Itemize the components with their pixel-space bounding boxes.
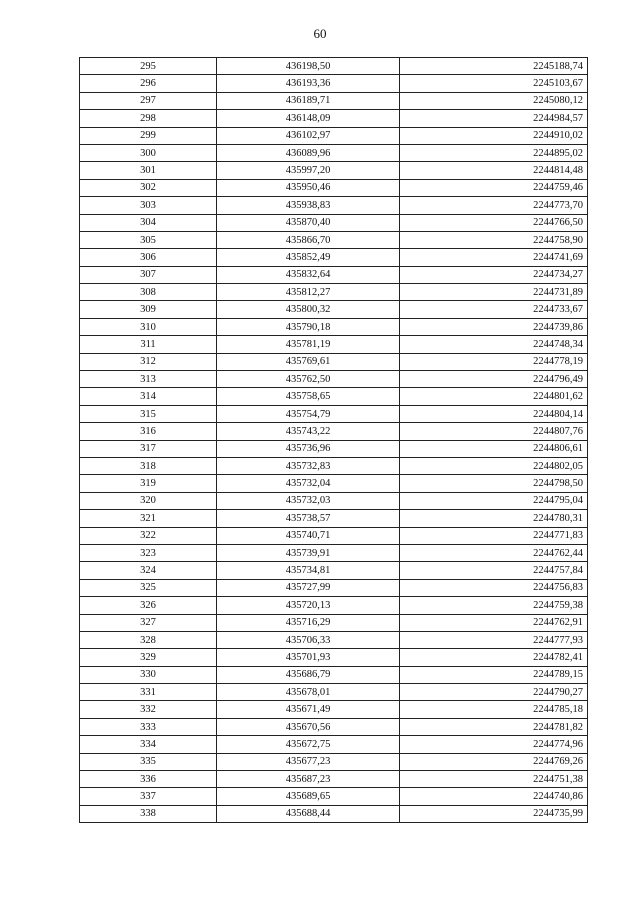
x-coordinate-cell: 435686,79 [217, 666, 400, 683]
point-number-cell: 327 [80, 614, 217, 631]
point-number-cell: 304 [80, 214, 217, 231]
x-coordinate-cell: 435701,93 [217, 649, 400, 666]
y-coordinate-cell: 2244759,38 [400, 597, 588, 614]
point-number-cell: 309 [80, 301, 217, 318]
y-coordinate-cell: 2244758,90 [400, 231, 588, 248]
x-coordinate-cell: 435938,83 [217, 197, 400, 214]
y-coordinate-cell: 2244778,19 [400, 353, 588, 370]
point-number-cell: 300 [80, 144, 217, 161]
x-coordinate-cell: 435672,75 [217, 736, 400, 753]
table-row [80, 301, 588, 318]
table-row [80, 266, 588, 283]
x-coordinate-cell: 435736,96 [217, 440, 400, 457]
table-row [80, 423, 588, 440]
table-row [80, 475, 588, 492]
x-coordinate-cell: 435671,49 [217, 701, 400, 718]
y-coordinate-cell: 2244762,44 [400, 544, 588, 561]
y-coordinate-cell: 2244790,27 [400, 684, 588, 701]
point-number-cell: 307 [80, 266, 217, 283]
y-coordinate-cell: 2244796,49 [400, 371, 588, 388]
y-coordinate-cell: 2244804,14 [400, 405, 588, 422]
table-row [80, 405, 588, 422]
point-number-cell: 302 [80, 179, 217, 196]
table-row [80, 197, 588, 214]
x-coordinate-cell: 435716,29 [217, 614, 400, 631]
x-coordinate-cell: 435677,23 [217, 753, 400, 770]
point-number-cell: 313 [80, 371, 217, 388]
y-coordinate-cell: 2244782,41 [400, 649, 588, 666]
table-row [80, 701, 588, 718]
point-number-cell: 297 [80, 92, 217, 109]
point-number-cell: 298 [80, 110, 217, 127]
point-number-cell: 315 [80, 405, 217, 422]
point-number-cell: 296 [80, 75, 217, 92]
table-row [80, 579, 588, 596]
point-number-cell: 333 [80, 718, 217, 735]
y-coordinate-cell: 2244814,48 [400, 162, 588, 179]
point-number-cell: 330 [80, 666, 217, 683]
x-coordinate-cell: 435800,32 [217, 301, 400, 318]
x-coordinate-cell: 435706,33 [217, 631, 400, 648]
table-row [80, 562, 588, 579]
x-coordinate-cell: 435678,01 [217, 684, 400, 701]
point-number-cell: 318 [80, 457, 217, 474]
x-coordinate-cell: 436198,50 [217, 58, 400, 75]
x-coordinate-cell: 435762,50 [217, 371, 400, 388]
x-coordinate-cell: 436189,71 [217, 92, 400, 109]
x-coordinate-cell: 435743,22 [217, 423, 400, 440]
x-coordinate-cell: 435812,27 [217, 284, 400, 301]
point-number-cell: 332 [80, 701, 217, 718]
y-coordinate-cell: 2244785,18 [400, 701, 588, 718]
table-row [80, 649, 588, 666]
y-coordinate-cell: 2244789,15 [400, 666, 588, 683]
point-number-cell: 338 [80, 805, 217, 822]
table-row [80, 457, 588, 474]
x-coordinate-cell: 435727,99 [217, 579, 400, 596]
point-number-cell: 301 [80, 162, 217, 179]
y-coordinate-cell: 2244806,61 [400, 440, 588, 457]
y-coordinate-cell: 2244781,82 [400, 718, 588, 735]
y-coordinate-cell: 2244774,96 [400, 736, 588, 753]
x-coordinate-cell: 435738,57 [217, 510, 400, 527]
y-coordinate-cell: 2244984,57 [400, 110, 588, 127]
x-coordinate-cell: 435866,70 [217, 231, 400, 248]
y-coordinate-cell: 2244807,76 [400, 423, 588, 440]
point-number-cell: 299 [80, 127, 217, 144]
point-number-cell: 316 [80, 423, 217, 440]
point-number-cell: 320 [80, 492, 217, 509]
y-coordinate-cell: 2244739,86 [400, 318, 588, 335]
page-number: 60 [313, 26, 327, 41]
y-coordinate-cell: 2244756,83 [400, 579, 588, 596]
x-coordinate-cell: 435758,65 [217, 388, 400, 405]
point-number-cell: 323 [80, 544, 217, 561]
point-number-cell: 336 [80, 771, 217, 788]
table-row [80, 771, 588, 788]
point-number-cell: 319 [80, 475, 217, 492]
x-coordinate-cell: 436102,97 [217, 127, 400, 144]
y-coordinate-cell: 2244741,69 [400, 249, 588, 266]
point-number-cell: 328 [80, 631, 217, 648]
table-row [80, 110, 588, 127]
table-row [80, 371, 588, 388]
table-row [80, 214, 588, 231]
table-row [80, 179, 588, 196]
x-coordinate-cell: 435769,61 [217, 353, 400, 370]
point-number-cell: 322 [80, 527, 217, 544]
y-coordinate-cell: 2244762,91 [400, 614, 588, 631]
y-coordinate-cell: 2244777,93 [400, 631, 588, 648]
y-coordinate-cell: 2244769,26 [400, 753, 588, 770]
y-coordinate-cell: 2244795,04 [400, 492, 588, 509]
x-coordinate-cell: 435734,81 [217, 562, 400, 579]
table-row [80, 684, 588, 701]
x-coordinate-cell: 435997,20 [217, 162, 400, 179]
x-coordinate-cell: 435732,03 [217, 492, 400, 509]
table-row [80, 597, 588, 614]
table-row [80, 231, 588, 248]
point-number-cell: 310 [80, 318, 217, 335]
point-number-cell: 331 [80, 684, 217, 701]
y-coordinate-cell: 2244759,46 [400, 179, 588, 196]
table-row [80, 249, 588, 266]
x-coordinate-cell: 435732,04 [217, 475, 400, 492]
y-coordinate-cell: 2244802,05 [400, 457, 588, 474]
table-row [80, 440, 588, 457]
x-coordinate-cell: 435832,64 [217, 266, 400, 283]
point-number-cell: 303 [80, 197, 217, 214]
y-coordinate-cell: 2244740,86 [400, 788, 588, 805]
table-row [80, 736, 588, 753]
point-number-cell: 329 [80, 649, 217, 666]
point-number-cell: 308 [80, 284, 217, 301]
x-coordinate-cell: 435870,40 [217, 214, 400, 231]
x-coordinate-cell: 435852,49 [217, 249, 400, 266]
y-coordinate-cell: 2244780,31 [400, 510, 588, 527]
table-row [80, 336, 588, 353]
x-coordinate-cell: 435950,46 [217, 179, 400, 196]
point-number-cell: 325 [80, 579, 217, 596]
point-number-cell: 326 [80, 597, 217, 614]
table-row [80, 92, 588, 109]
point-number-cell: 305 [80, 231, 217, 248]
coordinates-table [79, 57, 588, 823]
y-coordinate-cell: 2244734,27 [400, 266, 588, 283]
y-coordinate-cell: 2244771,83 [400, 527, 588, 544]
y-coordinate-cell: 2244735,99 [400, 805, 588, 822]
table-row [80, 144, 588, 161]
point-number-cell: 317 [80, 440, 217, 457]
point-number-cell: 306 [80, 249, 217, 266]
y-coordinate-cell: 2244773,70 [400, 197, 588, 214]
table-row [80, 544, 588, 561]
y-coordinate-cell: 2244798,50 [400, 475, 588, 492]
x-coordinate-cell: 435739,91 [217, 544, 400, 561]
table-row [80, 388, 588, 405]
y-coordinate-cell: 2244751,38 [400, 771, 588, 788]
table-row [80, 492, 588, 509]
table-row [80, 666, 588, 683]
y-coordinate-cell: 2244733,67 [400, 301, 588, 318]
table-row [80, 527, 588, 544]
y-coordinate-cell: 2245103,67 [400, 75, 588, 92]
x-coordinate-cell: 435670,56 [217, 718, 400, 735]
x-coordinate-cell: 436089,96 [217, 144, 400, 161]
y-coordinate-cell: 2244766,50 [400, 214, 588, 231]
table-row [80, 753, 588, 770]
table-row [80, 58, 588, 75]
x-coordinate-cell: 435790,18 [217, 318, 400, 335]
table-row [80, 75, 588, 92]
y-coordinate-cell: 2244910,02 [400, 127, 588, 144]
table-row [80, 718, 588, 735]
y-coordinate-cell: 2245188,74 [400, 58, 588, 75]
y-coordinate-cell: 2244731,89 [400, 284, 588, 301]
x-coordinate-cell: 435732,83 [217, 457, 400, 474]
table-row [80, 631, 588, 648]
point-number-cell: 321 [80, 510, 217, 527]
table-row [80, 353, 588, 370]
point-number-cell: 337 [80, 788, 217, 805]
x-coordinate-cell: 435687,23 [217, 771, 400, 788]
x-coordinate-cell: 436193,36 [217, 75, 400, 92]
table-row [80, 788, 588, 805]
table-row [80, 614, 588, 631]
x-coordinate-cell: 435689,65 [217, 788, 400, 805]
point-number-cell: 312 [80, 353, 217, 370]
point-number-cell: 295 [80, 58, 217, 75]
y-coordinate-cell: 2244801,62 [400, 388, 588, 405]
point-number-cell: 334 [80, 736, 217, 753]
point-number-cell: 324 [80, 562, 217, 579]
point-number-cell: 314 [80, 388, 217, 405]
point-number-cell: 311 [80, 336, 217, 353]
y-coordinate-cell: 2245080,12 [400, 92, 588, 109]
y-coordinate-cell: 2244895,02 [400, 144, 588, 161]
table-row [80, 318, 588, 335]
x-coordinate-cell: 435720,13 [217, 597, 400, 614]
coordinates-table-body [80, 58, 588, 823]
x-coordinate-cell: 435781,19 [217, 336, 400, 353]
x-coordinate-cell: 435688,44 [217, 805, 400, 822]
point-number-cell: 335 [80, 753, 217, 770]
table-row [80, 805, 588, 822]
y-coordinate-cell: 2244757,84 [400, 562, 588, 579]
table-row [80, 127, 588, 144]
table-row [80, 510, 588, 527]
x-coordinate-cell: 436148,09 [217, 110, 400, 127]
x-coordinate-cell: 435740,71 [217, 527, 400, 544]
table-row [80, 162, 588, 179]
y-coordinate-cell: 2244748,34 [400, 336, 588, 353]
table-row [80, 284, 588, 301]
x-coordinate-cell: 435754,79 [217, 405, 400, 422]
